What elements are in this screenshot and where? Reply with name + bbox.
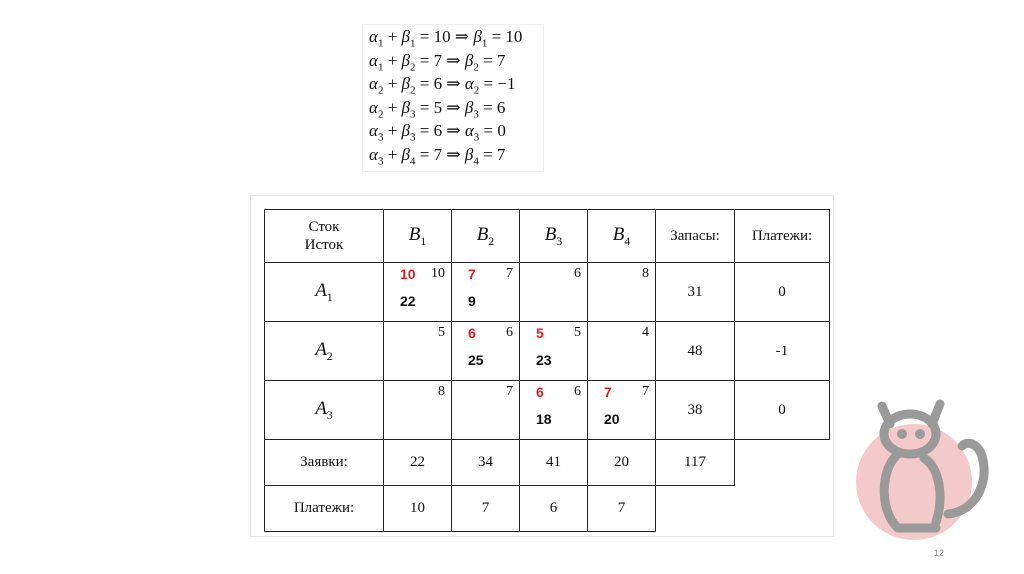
column-header-b3: $B_3$ [520,210,588,263]
payments-header: Платежи: [735,210,830,263]
cell-cost: 6 [506,325,513,340]
cell-a3-b3 [520,381,588,440]
cell-allocation: 25 [468,352,484,368]
cell-cost: 5 [438,325,445,340]
column-payment-b3: 6 [520,486,588,532]
equation-line: $\alpha_3 + \beta_4 = 7$ ⇒ $\beta_4 = 7$ [369,144,506,167]
row-header-a3: $A_3$ [265,381,384,440]
demand-row [265,440,830,486]
cell-cost: 5 [574,325,581,340]
blank-cell [735,440,830,486]
table-row-a1 [265,263,830,322]
cell-a3-b1 [384,381,452,440]
column-payments-label: Платежи: [265,486,384,532]
cell-a3-b4 [588,381,656,440]
cell-a2-b4 [588,322,656,381]
equation-line: $\alpha_2 + \beta_3 = 5$ ⇒ $\beta_3 = 6$ [369,97,506,120]
raccoon-logo-icon [844,394,1004,544]
cell-potential: 7 [468,266,476,282]
cell-allocation: 23 [536,352,552,368]
demand-total: 117 [656,440,735,486]
cell-potential: 6 [468,325,476,341]
cell-potential: 5 [536,325,544,341]
cell-cost: 6 [574,266,581,281]
cell-potential: 10 [400,266,416,282]
blank-cell [656,486,735,532]
cell-allocation: 22 [400,293,416,309]
cell-cost: 10 [431,266,445,281]
cell-a1-b1 [384,263,452,322]
column-payment-b2: 7 [452,486,520,532]
cell-a1-b3 [520,263,588,322]
column-payment-b4: 7 [588,486,656,532]
table-header-row [265,210,830,263]
stock-a3: 38 [656,381,735,440]
equations-image [362,24,544,172]
cell-cost: 4 [642,325,649,340]
cell-potential: 7 [604,384,612,400]
raccoon-logo [844,394,1004,544]
equation-line: $\alpha_1 + \beta_1 = 10$ ⇒ $\beta_1 = 10$ [369,27,523,50]
cell-cost: 6 [574,384,581,399]
cell-allocation: 20 [604,411,620,427]
row-header-a1: $A_1$ [265,263,384,322]
cell-a1-b4 [588,263,656,322]
row-header-a2: $A_2$ [265,322,384,381]
demand-label: Заявки: [265,440,384,486]
transport-table [264,209,830,532]
equation-line: $\alpha_2 + \beta_2 = 6$ ⇒ $\alpha_2 = -1$ [369,74,516,97]
payment-a1: 0 [735,263,830,322]
table-row-a3 [265,381,830,440]
column-payment-b1: 10 [384,486,452,532]
demand-b1: 22 [384,440,452,486]
stocks-header: Запасы: [656,210,735,263]
cell-cost: 7 [506,384,513,399]
column-header-b2: $B_2$ [452,210,520,263]
cell-a3-b2 [452,381,520,440]
transport-table-image [250,195,834,537]
payment-a3: 0 [735,381,830,440]
stock-a2: 48 [656,322,735,381]
cell-a1-b2 [452,263,520,322]
cell-a2-b1 [384,322,452,381]
column-header-b1: $B_1$ [384,210,452,263]
corner-cell [265,210,384,263]
table-row-a2 [265,322,830,381]
equation-line: $\alpha_3 + \beta_3 = 6$ ⇒ $\alpha_3 = 0$ [369,121,506,144]
cell-cost: 8 [642,266,649,281]
demand-b4: 20 [588,440,656,486]
cell-cost: 7 [506,266,513,281]
cell-potential: 6 [536,384,544,400]
payment-a2: -1 [735,322,830,381]
blank-cell [735,486,830,532]
column-payments-row [265,486,830,532]
demand-b3: 41 [520,440,588,486]
cell-a2-b2 [452,322,520,381]
corner-top-label: Сток [308,219,340,235]
cell-a2-b3 [520,322,588,381]
cell-allocation: 9 [468,293,476,309]
cell-cost: 7 [642,384,649,399]
column-header-b4: $B_4$ [588,210,656,263]
equation-line: $\alpha_1 + \beta_2 = 7$ ⇒ $\beta_2 = 7$ [369,50,506,73]
demand-b2: 34 [452,440,520,486]
cell-cost: 8 [438,384,445,399]
logo-circle [856,424,972,540]
page-number: 12 [934,548,945,558]
corner-bottom-label: Исток [304,237,344,253]
stock-a1: 31 [656,263,735,322]
cell-allocation: 18 [536,411,552,427]
